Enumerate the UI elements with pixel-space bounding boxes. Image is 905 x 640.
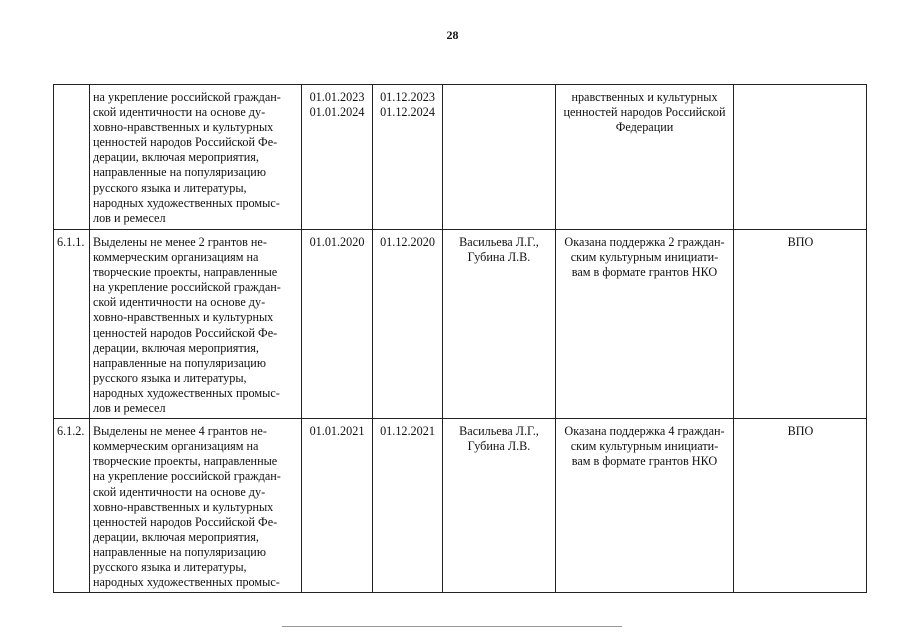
row-number: 6.1.1. [54,230,90,419]
plan-table [53,84,867,593]
result-description: Оказана поддержка 2 граждан- ским культурным инициати- вам в формате грантов НКО [556,230,734,419]
task-description: на укрепление российской граждан- ской идентичности на основе ду- ховно-нравственных и культурных ценностей народов Российской Фе- дерации, включая мероприятия, направленные на популяризацию русского языка и литературы, народных художественных промыс- лов и ремесел [90,85,302,230]
start-date: 01.01.2021 [302,419,373,593]
end-date: 01.12.2020 [373,230,443,419]
responsible-person [443,85,556,230]
footer-divider [282,626,622,627]
document-type: ВПО [734,230,867,419]
end-date: 01.12.2021 [373,419,443,593]
table-row [54,419,867,593]
table-row [54,85,867,230]
end-date: 01.12.2023 01.12.2024 [373,85,443,230]
table-row [54,230,867,419]
document-type: ВПО [734,419,867,593]
task-description: Выделены не менее 4 грантов не- коммерческим организациям на творческие проекты, направленные на укрепление российской граждан- ской идентичности на основе ду- ховно-нравственных и культурных ценностей народов Российской Фе- дерации, включая мероприятия, направленные на популяризацию русского языка и литературы, народных художественных промыс- [90,419,302,593]
result-description: нравственных и культурных ценностей народов Российской Федерации [556,85,734,230]
task-description: Выделены не менее 2 грантов не- коммерческим организациям на творческие проекты, направленные на укрепление российской граждан- ской идентичности на основе ду- ховно-нравственных и культурных ценностей народов Российской Фе- дерации, включая мероприятия, направленные на популяризацию русского языка и литературы, народных художественных промыс- лов и ремесел [90,230,302,419]
page-number: 28 [446,28,459,42]
start-date: 01.01.2020 [302,230,373,419]
responsible-person: Васильева Л.Г., Губина Л.В. [443,419,556,593]
document-type [734,85,867,230]
row-number [54,85,90,230]
row-number: 6.1.2. [54,419,90,593]
start-date: 01.01.2023 01.01.2024 [302,85,373,230]
responsible-person: Васильева Л.Г., Губина Л.В. [443,230,556,419]
result-description: Оказана поддержка 4 граждан- ским культурным инициати- вам в формате грантов НКО [556,419,734,593]
